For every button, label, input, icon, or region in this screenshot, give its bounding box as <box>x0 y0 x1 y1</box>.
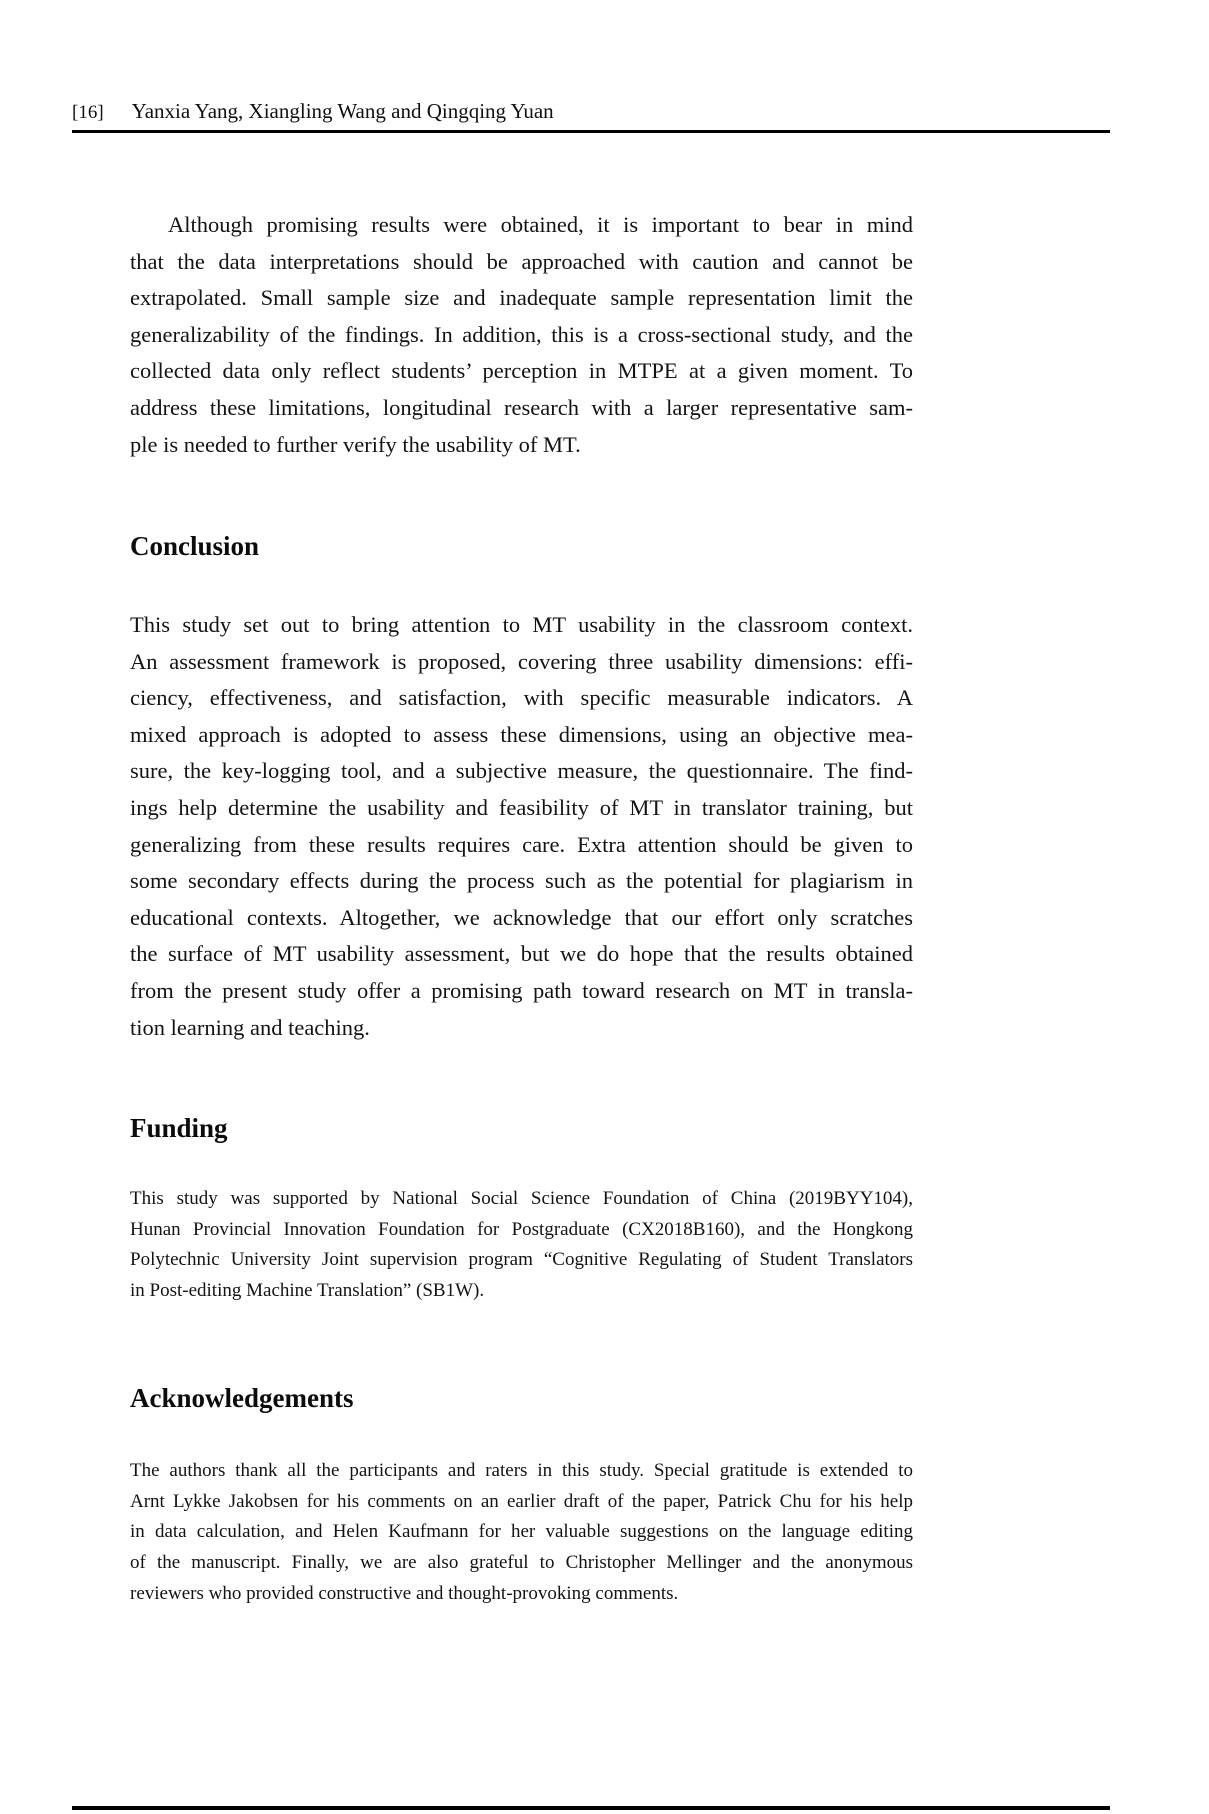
text-line: of the manuscript. Finally, we are also grateful to Christopher Mellinger and the anonymous <box>130 1552 913 1574</box>
running-head-authors: Yanxia Yang, Xiangling Wang and Qingqing Yuan <box>131 99 554 123</box>
text-line: generalizing from these results requires care. Extra attention should be given to <box>130 831 913 857</box>
text-line: ciency, effectiveness, and satisfaction, with specific measurable indicators. A <box>130 685 913 711</box>
text-line: This study set out to bring attention to MT usability in the classroom context. <box>130 612 913 637</box>
text-line: ple is needed to further verify the usability of MT. <box>130 431 581 457</box>
text-line: educational contexts. Altogether, we acknowledge that our effort only scratches <box>130 904 913 930</box>
text-line: The authors thank all the participants and raters in this study. Special gratitude is extended to <box>130 1460 913 1481</box>
text-line: ings help determine the usability and feasibility of MT in translator training, but <box>130 794 913 820</box>
text-line: Polytechnic University Joint supervision program “Cognitive Regulating of Student Translators <box>130 1249 913 1271</box>
section-heading-funding: Funding <box>130 1113 228 1143</box>
text-line: some secondary effects during the process such as the potential for plagiarism in <box>130 868 913 894</box>
text-line: address these limitations, longitudinal research with a larger representative sam- <box>130 394 913 420</box>
text-line: in data calculation, and Helen Kaufmann for her valuable suggestions on the language editing <box>130 1521 913 1543</box>
text-line: that the data interpretations should be approached with caution and cannot be <box>130 248 913 274</box>
text-line: collected data only reflect students’ perception in MTPE at a given moment. To <box>130 358 913 384</box>
funding-paragraph <box>130 1184 913 1307</box>
text-line: tion learning and teaching. <box>130 1014 370 1040</box>
text-line: Arnt Lykke Jakobsen for his comments on an earlier draft of the paper, Patrick Chu for his help <box>130 1490 913 1512</box>
acknowledgements-paragraph <box>130 1456 913 1610</box>
text-line: extrapolated. Small sample size and inadequate sample representation limit the <box>130 285 913 311</box>
intro-paragraph <box>130 207 913 463</box>
page-number: [16] <box>72 102 104 123</box>
text-line: in Post-editing Machine Translation” (SB1W). <box>130 1280 485 1302</box>
text-line: reviewers who provided constructive and thought-provoking comments. <box>130 1582 679 1604</box>
text-line: mixed approach is adopted to assess these dimensions, using an objective mea- <box>130 721 913 747</box>
text-line: from the present study offer a promising path toward research on MT in transla- <box>130 977 913 1003</box>
text-line: An assessment framework is proposed, covering three usability dimensions: effi- <box>130 648 913 674</box>
text-line: the surface of MT usability assessment, but we do hope that the results obtained <box>130 941 913 967</box>
text-line: sure, the key-logging tool, and a subjective measure, the questionnaire. The find- <box>130 758 913 784</box>
text-line: generalizability of the findings. In addition, this is a cross-sectional study, and the <box>130 321 913 347</box>
header-rule <box>72 130 1110 133</box>
text-line: This study was supported by National Social Science Foundation of China (2019BYY104), <box>130 1188 913 1209</box>
running-head <box>72 99 554 124</box>
footer-rule <box>72 1806 1110 1810</box>
section-heading-conclusion: Conclusion <box>130 531 260 561</box>
text-line: Although promising results were obtained, it is important to bear in mind <box>168 212 913 237</box>
text-line: Hunan Provincial Innovation Foundation for Postgraduate (CX2018B160), and the Hongkong <box>130 1218 913 1240</box>
section-heading-acknowledgements: Acknowledgements <box>130 1383 354 1413</box>
conclusion-paragraph <box>130 607 913 1046</box>
